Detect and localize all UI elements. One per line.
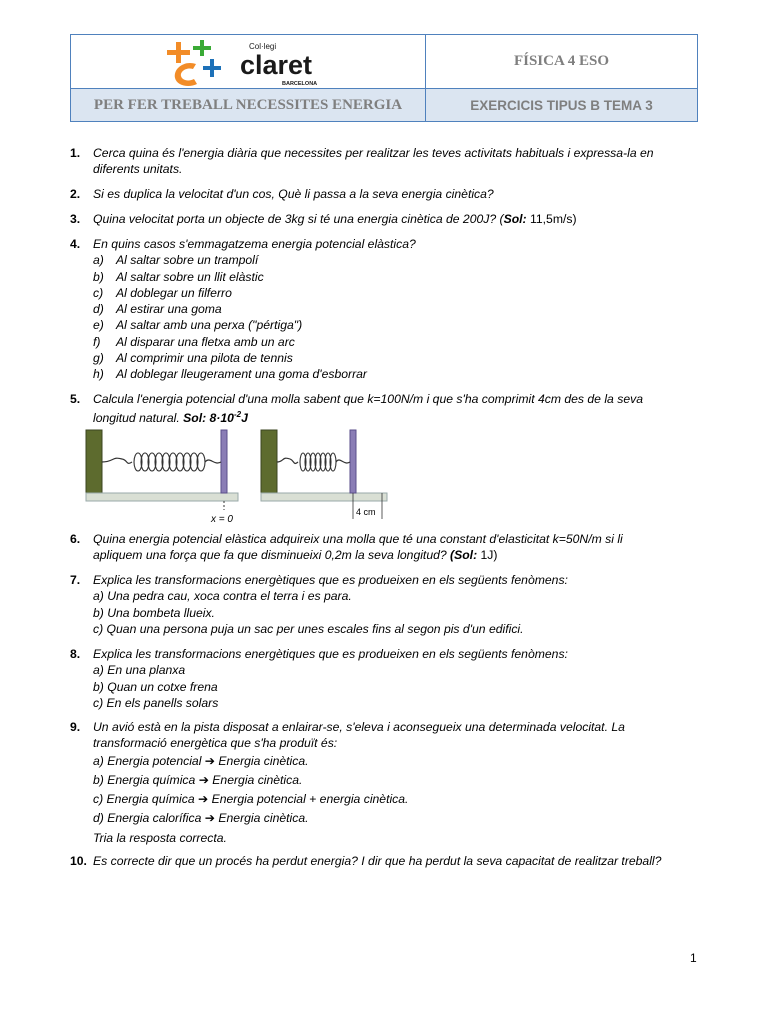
arrow-right-icon: ➔ [204,753,216,768]
question-number: 6. [70,532,81,546]
worksheet-title: PER FER TREBALL NECESSITES ENERGIA [71,89,426,121]
question-10: 10. Es correcte dir que un procés ha perdut energia? I dir que ha perdut la seva capacitat de realitzar treball? [70,854,662,868]
left-floor [86,493,238,501]
option-g: g) Al comprimir una pilota de tennis [93,351,293,366]
option-b: b) Al saltar sobre un llit elàstic [93,269,264,284]
choice-a: a) Energia potencial ➔ Energia cinètica. [93,753,309,768]
solution-value: 11,5m/s) [526,212,577,226]
arrow-right-icon: ➔ [204,811,215,826]
question-4: 4. En quins casos s'emmagatzema energia potencial elàstica? a) Al saltar sobre un trampolí b) Al saltar sobre un llit elàstic c) Al doblegar un filferro d) Al estirar una goma e) Al saltar amb una perxa ("pértiga") f) Al disparar una fletxa amb un arc g) Al comprimir una pilota de tennis h) Al doblegar lleugerament una goma d'esborrar [70,236,700,383]
arrow-right-icon: ➔ [198,772,209,787]
solution-label: Sol: 8·10 [183,411,234,426]
option-h: h) Al doblegar lleugerament una goma d'esborrar [93,367,367,382]
question-number: 4. [70,237,81,251]
c-shape-icon [175,63,197,86]
option-f: f) Al disparar una fletxa amb un arc [93,334,295,349]
header-table [70,34,698,122]
blue-plus-icon [203,59,221,77]
question-number: 2. [70,187,81,201]
question-number: 1. [70,146,81,160]
spring-diagram [70,426,400,526]
right-floor [261,493,387,501]
x-zero-label: x = 0 [211,514,233,525]
question-number: 9. [70,720,81,734]
question-number: 3. [70,212,81,226]
left-block [221,430,227,493]
left-spring [134,453,205,471]
option-d: d) Al estirar una goma [93,302,222,317]
option-a: a) Al saltar sobre un trampolí [93,253,259,268]
svg-text:claret: claret [240,50,313,80]
green-plus-icon [193,40,211,56]
choice-d: d) Energia calorífica ➔ Energia cinètica. [93,811,309,826]
choice-b: b) Energia química ➔ Energia cinètica. [93,772,303,787]
question-9: 9. Un avió està en la pista disposat a enlairar-se, s'eleva i aconsegueix una determinada velocitat. La transformació energètica que s'ha produït és: a) Energia potencial ➔ Energia cinètica. b) Energia química ➔ Energia cinètica. c) Energia química ➔ Energia potencial + energia cinètica. d) Energia calorífica ➔ Energia cinètica. Tria la resposta correcta. [70,719,700,846]
choice-c: c) Energia química ➔ Energia potencial + energia cinètica. [93,792,409,807]
page-number: 1 [690,951,697,965]
right-spring [300,453,336,471]
option-c: c) Al doblegar un filferro [93,285,232,300]
question-number: 10. [70,854,87,868]
question-8: 8. Explica les transformacions energètiques que es produeixen en els següents fenòmens: a) En una planxa b) Quan un cotxe frena c) En els panells solars [70,647,568,710]
question-2: 2. Si es duplica la velocitat d'un cos, Què li passa a la seva energia cinètica? [70,187,494,201]
distance-label: 4 cm [356,507,376,517]
solution-label: (Sol: [450,548,478,563]
claret-logo [163,38,353,88]
logo-cell [71,35,426,89]
right-block [350,430,356,493]
question-7: 7. Explica les transformacions energètiques que es produeixen en els següents fenòmens: a) Una pedra cau, xoca contra el terra i es para. b) Una bombeta llueix. c) Quan una persona puja un sac per unes escales fins al segon pis d'un edifici. [70,573,568,636]
question-number: 8. [70,647,81,661]
exercise-type: EXERCICIS TIPUS B TEMA 3 [426,89,697,121]
orange-plus-icon [167,42,190,63]
svg-text:Col·legi: Col·legi [249,42,277,51]
question-6: 6. Quina energia potencial elàstica adquireix una molla que té una constant d'elasticitat k=50N/m si li apliquem una força que fa que disminueixi 0,2m la seva longitud? (Sol: 1J) [70,532,623,563]
question-5: 5. Calcula l'energia potencial d'una molla sabent que k=100N/m i que s'ha comprimit 4cm des de la seva longitud natural. Sol: $8\cdot 10^{-2}J$ [70,392,643,426]
solution-label: Sol: [503,212,527,226]
left-wall [86,430,102,496]
question-number: 5. [70,392,81,406]
svg-text:BARCELONA: BARCELONA [282,81,318,87]
arrow-right-icon: ➔ [198,792,209,807]
option-e: e) Al saltar amb una perxa ("pértiga") [93,318,303,333]
question-3: 3. Quina velocitat porta un objecte de 3kg si té una energia cinètica de 200J? (Sol: 11,5m/s) [70,212,577,226]
question-number: 7. [70,573,81,587]
subject-label: FÍSICA 4 ESO [426,35,697,89]
solution-value: 1J) [477,548,498,563]
question-1: 1. Cerca quina és l'energia diària que necessites per realitzar les teves activitats habituals i expressa-la en diferents unitats. [70,146,654,177]
right-wall [261,430,277,496]
